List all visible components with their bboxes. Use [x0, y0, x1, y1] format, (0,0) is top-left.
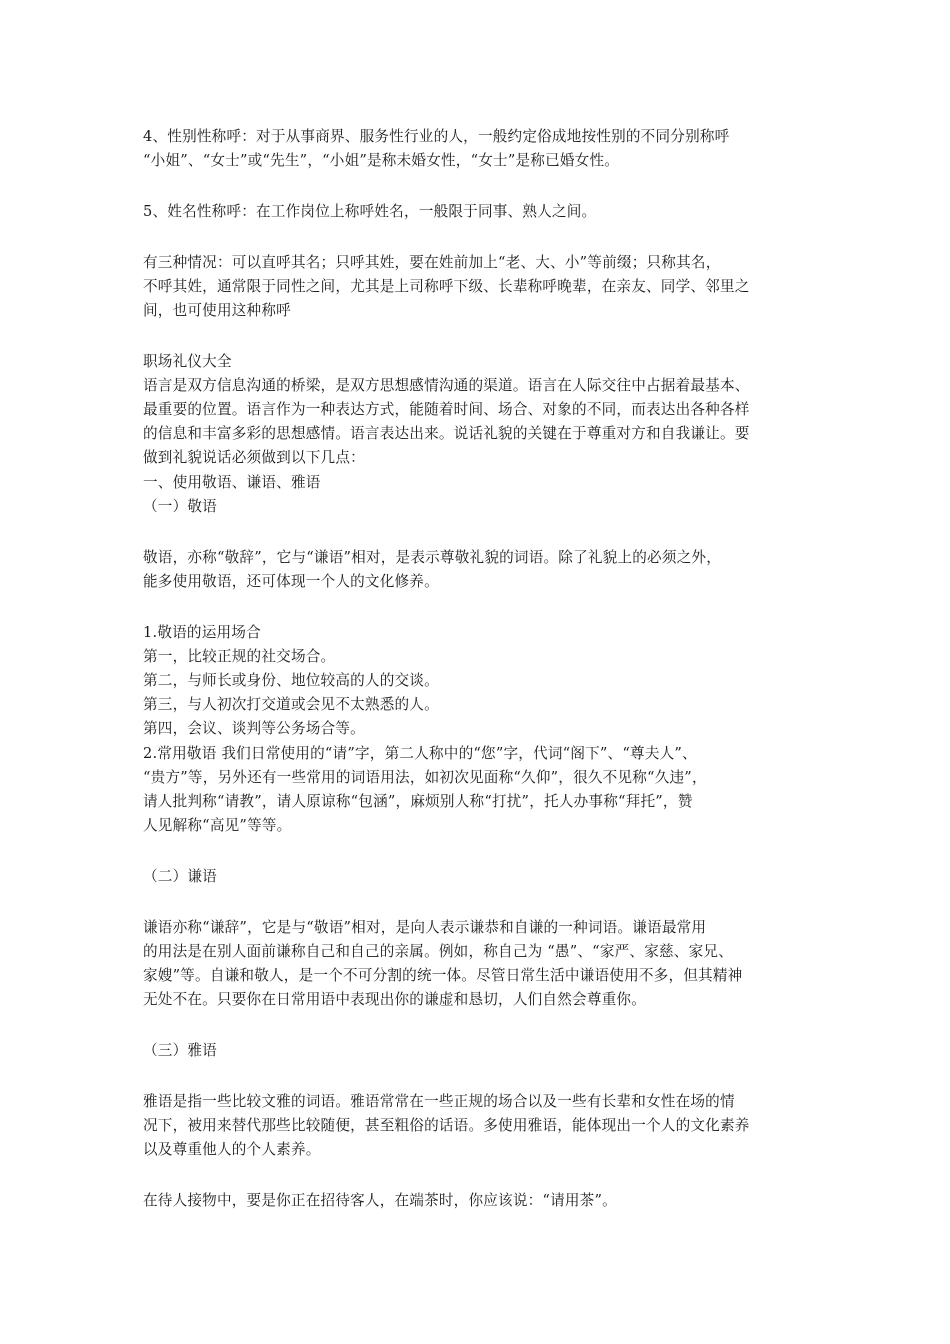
text-line: 况下，被用来替代那些比较随便，甚至粗俗的话语。多使用雅语，能体现出一个人的文化素养	[143, 1117, 750, 1134]
text-line: 无处不在。只要你在日常用语中表现出你的谦虚和恳切，人们自然会尊重你。	[143, 991, 646, 1008]
text-line: “贵方”等，另外还有一些常用的词语用法，如初次见面称“久仰”，很久不见称“久违”，	[143, 769, 707, 786]
text-line: 2.常用敬语 我们日常使用的“请”字，第二人称中的“您”字，代词“阁下”、“尊夫人”、	[143, 745, 697, 762]
section-heading: 职场礼仪大全	[143, 353, 232, 370]
text-line: 谦语亦称“谦辞”，它是与“敬语”相对，是向人表示谦恭和自谦的一种词语。谦语最常用	[143, 919, 707, 936]
subsection-heading: （三）雅语	[143, 1042, 217, 1059]
text-line: 做到礼貌说话必须做到以下几点：	[143, 449, 365, 466]
list-heading: 1.敬语的运用场合	[143, 624, 261, 641]
text-line: 在待人接物中，要是你正在招待客人，在端茶时，你应该说：“请用茶”。	[143, 1192, 617, 1209]
list-item: 第一，比较正规的社交场合。	[143, 648, 336, 665]
list-item: 第四，会议、谈判等公务场合等。	[143, 720, 365, 737]
text-line: 最重要的位置。语言作为一种表达方式，能随着时间、场合、对象的不同，而表达出各种各样	[143, 401, 750, 418]
subsection-heading: （二）谦语	[143, 868, 217, 885]
text-line: 以及尊重他人的个人素养。	[143, 1141, 321, 1158]
text-line: 不呼其姓，通常限于同性之间，尤其是上司称呼下级、长辈称呼晚辈，在亲友、同学、邻里之	[143, 278, 750, 295]
text-line: 有三种情况：可以直呼其名；只呼其姓，要在姓前加上“老、大、小”等前缀；只称其名，	[143, 254, 721, 271]
text-line: 语言是双方信息沟通的桥梁，是双方思想感情沟通的渠道。语言在人际交往中占据着最基本、	[143, 377, 750, 394]
text-line: 的信息和丰富多彩的思想感情。语言表达出来。说话礼貌的关键在于尊重对方和自我谦让。要	[143, 425, 750, 442]
text-line: 家嫂”等。自谦和敬人，是一个不可分割的统一体。尽管日常生活中谦语使用不多，但其精神	[143, 967, 743, 984]
list-item: 第三，与人初次打交道或会见不太熟悉的人。	[143, 696, 439, 713]
text-line: 能多使用敬语，还可体现一个人的文化修养。	[143, 573, 439, 590]
text-line: 4、性别性称呼：对于从事商界、服务性行业的人，一般约定俗成地按性别的不同分别称呼	[143, 128, 730, 145]
text-line: 人见解称“高见”等等。	[143, 817, 292, 834]
text-line: 间，也可使用这种称呼	[143, 302, 291, 319]
text-line: 请人批判称“请教”，请人原谅称“包涵”，麻烦别人称“打扰”，托人办事称“拜托”，赞	[143, 793, 693, 810]
text-line: 的用法是在别人面前谦称自己和自己的亲属。例如，称自己为 “愚”、“家严、家慈、家兄、	[143, 943, 733, 960]
subsection-heading: （一）敬语	[143, 498, 217, 515]
section-heading: 一、使用敬语、谦语、雅语	[143, 474, 321, 491]
text-line: 敬语，亦称“敬辞”，它与“谦语”相对，是表示尊敬礼貌的词语。除了礼貌上的必须之外，	[143, 549, 722, 566]
text-line: 5、姓名性称呼：在工作岗位上称呼姓名，一般限于同事、熟人之间。	[143, 203, 597, 220]
text-line: 雅语是指一些比较文雅的词语。雅语常常在一些正规的场合以及一些有长辈和女性在场的情	[143, 1093, 735, 1110]
text-line: “小姐”、“女士”或“先生”，“小姐”是称未婚女性，“女士”是称已婚女性。	[143, 152, 620, 169]
list-item: 第二，与师长或身份、地位较高的人的交谈。	[143, 672, 439, 689]
